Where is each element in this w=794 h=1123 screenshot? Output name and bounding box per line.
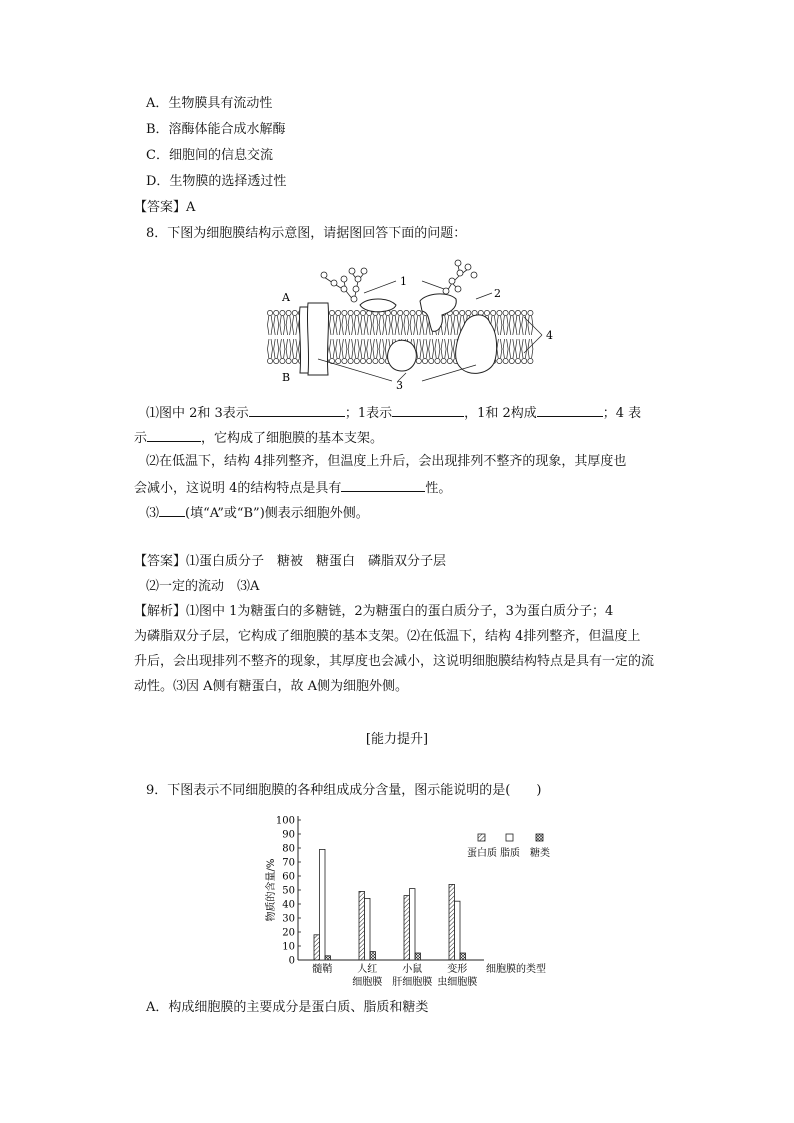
lipid-tail xyxy=(516,339,521,358)
lipid-head xyxy=(453,310,458,315)
lipid-head xyxy=(497,358,502,363)
lipid-head xyxy=(280,310,285,315)
answer-blank[interactable] xyxy=(147,429,201,442)
legend-label: 糖类 xyxy=(530,848,550,859)
lipid-head xyxy=(379,358,384,363)
q7-option-b: B．溶酶体能合成水解酶 xyxy=(146,122,286,137)
lipid-tail xyxy=(423,316,428,335)
lipid-tail xyxy=(292,339,297,358)
lipid-head xyxy=(509,310,514,315)
lipid-tail xyxy=(516,316,521,335)
answer-blank[interactable] xyxy=(159,504,185,517)
lipid-head xyxy=(522,358,527,363)
q8-explanation-line1: 【解析】⑴图中 1为糖蛋白的多糖链，2为糖蛋白的蛋白质分子，3为蛋白质分子；4 xyxy=(134,604,614,619)
q8-answer-line1: 【答案】⑴蛋白质分子 糖被 糖蛋白 磷脂双分子层 xyxy=(134,554,447,569)
transmembrane-protein xyxy=(307,303,328,375)
y-tick-label: 0 xyxy=(288,955,295,967)
lipid-head xyxy=(484,310,489,315)
lipid-head xyxy=(348,310,353,315)
q8-explanation-line4: 动性。⑶因 A侧有糖蛋白，故 A侧为细胞外侧。 xyxy=(134,679,409,694)
lipid-tail xyxy=(367,316,372,335)
lipid-head xyxy=(447,358,452,363)
lipid-tail xyxy=(416,339,421,358)
legend-swatch xyxy=(478,834,485,841)
lipid-head xyxy=(348,358,353,363)
lipid-tail xyxy=(361,316,366,335)
q8-explanation-line2: 为磷脂双分子层，它构成了细胞膜的基本支架。⑵在低温下，结构 4排列整齐，但温度上 xyxy=(134,629,641,644)
embedded-protein xyxy=(388,340,417,371)
diagram-label-b: B xyxy=(282,371,291,384)
lipid-tail xyxy=(348,316,353,335)
lipid-tail xyxy=(522,339,527,358)
bar xyxy=(404,896,410,960)
diagram-label-a: A xyxy=(282,291,290,304)
lipid-head xyxy=(515,310,520,315)
legend-swatch xyxy=(506,834,513,841)
bar xyxy=(370,952,376,960)
lipid-tail xyxy=(447,316,452,335)
lipid-head xyxy=(410,310,415,315)
lipid-head xyxy=(292,310,297,315)
lipid-head xyxy=(522,310,527,315)
lipid-tail xyxy=(268,316,273,335)
lipid-head xyxy=(528,358,533,363)
lipid-head xyxy=(466,310,471,315)
q8-text: (填“A”或“B”)侧表示细胞外侧。 xyxy=(185,506,369,521)
lipid-tail xyxy=(348,339,353,358)
legend-swatch xyxy=(536,834,543,841)
q7-option-d: D．生物膜的选择透过性 xyxy=(146,174,287,189)
lipid-head xyxy=(391,310,396,315)
lipid-head xyxy=(503,310,508,315)
y-tick-label: 100 xyxy=(275,815,295,827)
q8-part1-line1 xyxy=(146,404,641,422)
lipid-head xyxy=(441,358,446,363)
bar xyxy=(415,953,421,960)
q8-text: ，它构成了细胞膜的基本支架。 xyxy=(201,431,384,446)
lipid-tail xyxy=(447,339,452,358)
lipid-head xyxy=(497,310,502,315)
lipid-tail xyxy=(354,316,359,335)
x-tick-label: 髓鞘 xyxy=(312,964,333,975)
lipid-tail xyxy=(354,339,359,358)
x-tick-label: 肝细胞膜 xyxy=(392,977,433,988)
q9-option-a: A．构成细胞膜的主要成分是蛋白质、脂质和糖类 xyxy=(146,1000,429,1015)
answer-blank[interactable] xyxy=(249,404,345,417)
lipid-head xyxy=(429,358,434,363)
x-tick-label: 变形 xyxy=(447,964,468,975)
diagram-label-3: 3 xyxy=(396,379,403,392)
y-tick-label: 90 xyxy=(282,829,295,841)
y-tick-label: 40 xyxy=(282,899,295,911)
q8-stem: 8．下图为细胞膜结构示意图，请据图回答下面的问题： xyxy=(146,226,467,241)
sugar-chain xyxy=(321,260,477,302)
lipid-head xyxy=(267,310,272,315)
lipid-tail xyxy=(286,339,291,358)
lipid-tail xyxy=(330,316,335,335)
lipid-tail xyxy=(454,316,459,335)
lipid-tail xyxy=(441,339,446,358)
lipid-tail xyxy=(509,339,514,358)
legend-label: 蛋白质 xyxy=(467,848,497,859)
lipid-tail xyxy=(336,339,341,358)
lipid-head xyxy=(360,310,365,315)
lipid-head xyxy=(416,358,421,363)
q8-text: ；1表示 xyxy=(344,406,393,421)
section-heading: [能力提升] xyxy=(365,732,429,747)
lipid-tail xyxy=(423,339,428,358)
lipid-tail xyxy=(330,339,335,358)
embedded-protein xyxy=(456,315,497,373)
lipid-head xyxy=(354,358,359,363)
diagram-label-2: 2 xyxy=(494,287,501,300)
y-tick-label: 50 xyxy=(282,885,295,897)
lipid-tail xyxy=(336,316,341,335)
lipid-head xyxy=(515,358,520,363)
q8-part1-line2 xyxy=(134,429,383,447)
lipid-head xyxy=(435,358,440,363)
lipid-head xyxy=(274,358,279,363)
bar xyxy=(460,953,466,960)
glycoprotein-protein xyxy=(360,299,396,312)
lipid-head xyxy=(280,358,285,363)
q8-text: 会减小，这说明 4的结构特点是具有 xyxy=(134,481,342,496)
q7-option-a: A．生物膜具有流动性 xyxy=(146,96,273,111)
answer-blank[interactable] xyxy=(537,404,603,417)
lipid-tail xyxy=(385,316,390,335)
lipid-head xyxy=(342,358,347,363)
bar xyxy=(359,891,365,960)
lipid-tail xyxy=(398,316,403,335)
lipid-tail xyxy=(274,339,279,358)
y-tick-label: 20 xyxy=(282,927,295,939)
lipid-head xyxy=(336,310,341,315)
x-axis-label: 细胞膜的类型 xyxy=(486,964,546,975)
lipid-head xyxy=(509,358,514,363)
y-tick-label: 70 xyxy=(282,857,295,869)
lipid-tail xyxy=(342,316,347,335)
lipid-head xyxy=(503,358,508,363)
y-axis-label: 物质的含量/% xyxy=(266,858,277,922)
q7-option-c: C．细胞间的信息交流 xyxy=(146,148,273,163)
chart-legend xyxy=(467,834,550,859)
lipid-head xyxy=(286,310,291,315)
lipid-tail xyxy=(410,316,415,335)
lipid-tail xyxy=(342,339,347,358)
lipid-tail xyxy=(429,339,434,358)
bar xyxy=(455,901,461,960)
lipid-head xyxy=(274,310,279,315)
lipid-tail xyxy=(367,339,372,358)
q9-stem: 9．下图表示不同细胞膜的各种组成成分含量，图示能说明的是( ) xyxy=(146,783,542,798)
lipid-tail xyxy=(280,316,285,335)
q8-explanation-line3: 升后，会出现排列不整齐的现象，其厚度也会减小，这说明细胞膜结构特点是具有一定的流 xyxy=(134,654,655,669)
lipid-head xyxy=(398,310,403,315)
lipid-tail xyxy=(373,339,378,358)
lipid-head xyxy=(286,358,291,363)
bar xyxy=(410,889,416,960)
y-tick-label: 80 xyxy=(282,843,295,855)
lipid-head xyxy=(336,358,341,363)
x-tick-label: 小鼠 xyxy=(402,964,423,975)
lipid-tail xyxy=(373,316,378,335)
lipid-tail xyxy=(497,316,502,335)
lipid-tail xyxy=(379,316,384,335)
lipid-tail xyxy=(286,316,291,335)
lipid-tail xyxy=(280,339,285,358)
y-tick-label: 60 xyxy=(282,871,295,883)
lipid-head xyxy=(342,310,347,315)
cell-membrane-diagram xyxy=(262,255,562,395)
lipid-head xyxy=(354,310,359,315)
q8-answer-line2: ⑵一定的流动 ⑶A xyxy=(146,579,260,594)
lipid-head xyxy=(360,358,365,363)
lipid-tail xyxy=(361,339,366,358)
lipid-head xyxy=(460,310,465,315)
x-tick-label: 虫细胞膜 xyxy=(437,977,478,988)
x-tick-label: 人红 xyxy=(357,964,378,975)
q8-part2-line1: ⑵在低温下，结构 4排列整齐，但温度上升后，会出现排列不整齐的现象，其厚度也 xyxy=(146,454,627,469)
y-tick-label: 30 xyxy=(282,913,295,925)
lipid-head xyxy=(404,310,409,315)
lipid-head xyxy=(267,358,272,363)
q8-part3 xyxy=(146,504,369,522)
q8-text: 示 xyxy=(134,431,148,446)
x-tick-label: 细胞膜 xyxy=(352,977,383,988)
lipid-head xyxy=(367,358,372,363)
lipid-tail xyxy=(435,339,440,358)
lipid-tail xyxy=(379,339,384,358)
lipid-head xyxy=(491,310,496,315)
lipid-tail xyxy=(268,339,273,358)
y-tick-label: 10 xyxy=(282,941,295,953)
legend-label: 脂质 xyxy=(500,848,520,859)
lipid-head xyxy=(422,358,427,363)
bar xyxy=(314,935,320,960)
lipid-tail xyxy=(416,316,421,335)
q8-text: ，1和 2构成 xyxy=(464,406,537,421)
answer-blank[interactable] xyxy=(341,479,425,492)
lipid-tail xyxy=(503,316,508,335)
chart-bars xyxy=(314,849,466,960)
lipid-tail xyxy=(509,316,514,335)
bar xyxy=(365,898,371,960)
membrane-composition-chart xyxy=(262,812,562,992)
lipid-tail xyxy=(392,316,397,335)
lipid-head xyxy=(528,310,533,315)
q8-text: ⑶ xyxy=(146,506,160,521)
lipid-head xyxy=(292,358,297,363)
q8-part2-line2 xyxy=(134,479,451,497)
q7-answer: 【答案】A xyxy=(134,200,196,215)
diagram-label-1: 1 xyxy=(400,275,407,288)
lipid-head xyxy=(416,310,421,315)
q8-text: ⑴图中 2和 3表示 xyxy=(146,406,249,421)
lipid-head xyxy=(373,358,378,363)
bar xyxy=(320,849,326,960)
q8-text: ；4 表 xyxy=(602,406,642,421)
lipid-head xyxy=(329,310,334,315)
answer-blank[interactable] xyxy=(392,404,464,417)
lipid-tail xyxy=(497,339,502,358)
bar xyxy=(325,956,331,960)
lipid-tail xyxy=(404,316,409,335)
lipid-tail xyxy=(503,339,508,358)
lipid-tail xyxy=(274,316,279,335)
q8-text: 性。 xyxy=(425,481,452,496)
bar xyxy=(449,884,455,960)
lipid-tail xyxy=(292,316,297,335)
diagram-label-4: 4 xyxy=(546,329,553,342)
